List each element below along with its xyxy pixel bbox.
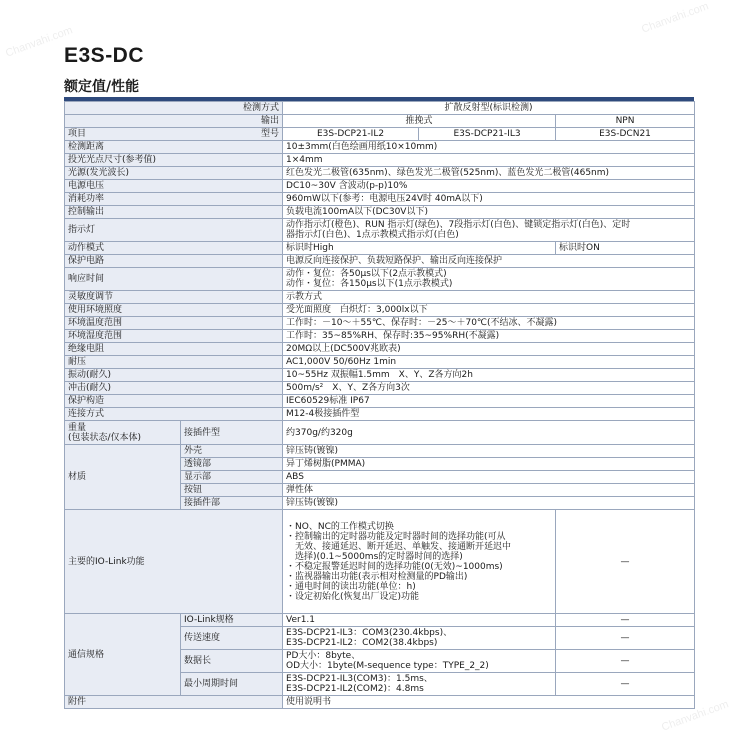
cell-line: 器指示灯(白色)、1点示教模式指示灯(白色) [286,230,459,240]
material-sub-label: 按钮 [181,484,283,497]
model-name: E3S-DCP21-IL2 [283,128,419,141]
header-item-label: 项目 [68,129,87,139]
spec-label: 保护构造 [65,395,283,408]
model-name: E3S-DCN21 [556,128,695,141]
cell-line: 动作・复位：各150μs以下(1点示教模式) [286,279,453,289]
spec-label: 环境温度范围 [65,317,283,330]
weight-label [65,421,181,445]
cell-line: E3S-DCP21-IL2：COM2(38.4kbps) [286,638,438,648]
spec-value: 10±3mm(白色绘画用纸10×10mm) [283,141,695,154]
cell-line: ・监视器输出功能(表示相对检测量的PD输出) [286,571,468,582]
comm-sub-label: IO-Link规格 [181,614,283,627]
table-row [65,614,695,627]
table-row [65,167,695,180]
model-name: E3S-DCP21-IL3 [419,128,556,141]
comm-npn: — [556,614,695,627]
table-row [65,115,695,128]
cell-line: ・NO、NC的工作模式切换 [286,521,394,532]
table-row [65,141,695,154]
spec-value: 960mW以下(参考：电源电压24V时 40mA以下) [283,193,695,206]
material-label: 材质 [65,445,181,510]
table-row [65,102,695,115]
table-row [65,242,695,255]
spec-label: 连接方式 [65,408,283,421]
comm-sub-label: 传送速度 [181,627,283,650]
cell-line: 动作・复位：各50μs以下(2点示教模式) [286,269,447,279]
table-row [65,193,695,206]
spec-value: DC10~30V 含波动(p-p)10% [283,180,695,193]
table-row [65,408,695,421]
table-row [65,445,695,458]
spec-label: 绝缘电阻 [65,343,283,356]
table-row [65,219,695,242]
table-row [65,356,695,369]
comm-sub-label: 数据长 [181,650,283,673]
watermark: Chanvahi.com [4,24,75,60]
section-title: 额定值/性能 [64,79,140,95]
header-output-pnp: 推挽式 [283,115,556,128]
spec-value: 1×4mm [283,154,695,167]
spec-value: 20MΩ以上(DC500V兆欧表) [283,343,695,356]
spec-value: 受光面照度 白炽灯：3,000lx以下 [283,304,695,317]
material-value: 锌压铸(镀镍) [283,445,695,458]
spec-label: 消耗功率 [65,193,283,206]
header-detect-label: 检测方式 [65,102,283,115]
spec-label: 振动(耐久) [65,369,283,382]
material-sub-label: 外壳 [181,445,283,458]
header-model-label: 型号 [261,129,280,139]
cell-line: 无效、接通延迟、断开延迟、单触发、接通断开延迟中 [286,541,512,552]
comm-npn: — [556,650,695,673]
header-detect-value: 扩散反射型(标识检测) [283,102,695,115]
spec-value: 负载电流100mA以下(DC30V以下) [283,206,695,219]
cell-line: 选择)(0.1~5000ms的定时器时间的选择) [286,551,463,562]
spec-value: 500m/s² X、Y、Z各方向3次 [283,382,695,395]
weight-value: 约370g/约320g [283,421,695,445]
spec-label: 耐压 [65,356,283,369]
spec-label: 冲击(耐久) [65,382,283,395]
table-row [65,180,695,193]
comm-npn: — [556,673,695,696]
table-row [65,128,695,141]
spec-value: 示教方式 [283,291,695,304]
comm-value [283,627,556,650]
spec-table [64,101,695,709]
spec-value: IEC60529标准 IP67 [283,395,695,408]
header-item-model [65,128,283,141]
cell-line: E3S-DCP21-IL3：COM3(230.4kbps)、 [286,628,453,638]
spec-label: 检测距离 [65,141,283,154]
comm-npn: — [556,627,695,650]
table-row [65,291,695,304]
spec-value: AC1,000V 50/60Hz 1min [283,356,695,369]
spec-label: 投光光点尺寸(参考值) [65,154,283,167]
material-value: ABS [283,471,695,484]
spec-value-pnp: 标识时High [283,242,556,255]
cell-line: E3S-DCP21-IL2(COM2)：4.8ms [286,684,424,694]
spec-label: 指示灯 [65,219,283,242]
table-row [65,268,695,291]
accessory-label: 附件 [65,696,283,709]
table-row [65,510,695,614]
spec-value: 10~55Hz 双振幅1.5mm X、Y、Z各方向2h [283,369,695,382]
spec-value: 电源反向连接保护、负载短路保护、输出反向连接保护 [283,255,695,268]
table-row [65,154,695,167]
comm-value [283,673,556,696]
spec-label: 响应时间 [65,268,283,291]
comm-value [283,614,556,627]
cell-line: ・设定初始化(恢复出厂设定)功能 [286,591,420,602]
material-value: 弹性体 [283,484,695,497]
comm-sub-label: 最小周期时间 [181,673,283,696]
spec-label: 光源(发光波长) [65,167,283,180]
spec-value: 工作时：－10～＋55℃、保存时：－25～＋70℃(不结冰、不凝露) [283,317,695,330]
cell-line: ・不稳定报警延迟时间的选择功能(0(无效)~1000ms) [286,561,503,572]
material-sub-label: 透镜部 [181,458,283,471]
cell-line: (包装状态/仅本体) [68,432,142,443]
header-output-npn: NPN [556,115,695,128]
spec-value [283,268,695,291]
comm-value [283,650,556,673]
spec-value [283,219,695,242]
cell-line: ・控制输出的定时器功能及定时器时间的选择功能(可从 [286,531,506,542]
cell-line: 动作指示灯(橙色)、RUN 指示灯(绿色)、7段指示灯(白色)、键锁定指示灯(白色)、定时 [286,220,631,230]
spec-label: 灵敏度调节 [65,291,283,304]
table-row [65,343,695,356]
cell-line: PD大小：8byte、 [286,651,361,661]
accessory-value: 使用说明书 [283,696,695,709]
spec-value: 红色发光二极管(635nm)、绿色发光二极管(525nm)、蓝色发光二极管(465nm) [283,167,695,180]
table-row [65,421,695,445]
material-sub-label: 显示部 [181,471,283,484]
table-row [65,304,695,317]
spec-label: 使用环境照度 [65,304,283,317]
comm-label: 通信规格 [65,614,181,696]
spec-value: M12-4极接插件型 [283,408,695,421]
spec-value-npn: 标识时ON [556,242,695,255]
cell-line: 重量 [68,422,87,433]
watermark: Chanvahi.com [660,698,731,734]
table-row [65,206,695,219]
table-row [65,330,695,343]
spec-value: 工作时：35~85%RH、保存时:35~95%RH(不凝露) [283,330,695,343]
iolink-npn: — [556,510,695,614]
table-row [65,382,695,395]
spec-label: 电源电压 [65,180,283,193]
spec-label: 动作模式 [65,242,283,255]
table-row [65,395,695,408]
spec-label: 环境湿度范围 [65,330,283,343]
table-row [65,369,695,382]
material-value: 锌压铸(镀镍) [283,497,695,510]
cell-line: Ver1.1 [286,615,316,625]
cell-line: OD大小：1byte(M-sequence type：TYPE_2_2) [286,661,489,671]
spec-label: 保护电路 [65,255,283,268]
cell-line: ・通电时间的读出功能(单位：h) [286,581,416,592]
iolink-label: 主要的IO-Link功能 [65,510,283,614]
iolink-functions [283,510,556,614]
table-row [65,255,695,268]
table-row [65,696,695,709]
watermark: Chanvahi.com [640,0,711,36]
product-title: E3S-DC [64,44,145,67]
material-value: 异丁烯树脂(PMMA) [283,458,695,471]
weight-sub-label: 接插件型 [181,421,283,445]
spec-label: 控制输出 [65,206,283,219]
table-row [65,317,695,330]
cell-line: E3S-DCP21-IL3(COM3)：1.5ms、 [286,674,433,684]
header-output-label: 输出 [65,115,283,128]
material-sub-label: 接插件部 [181,497,283,510]
